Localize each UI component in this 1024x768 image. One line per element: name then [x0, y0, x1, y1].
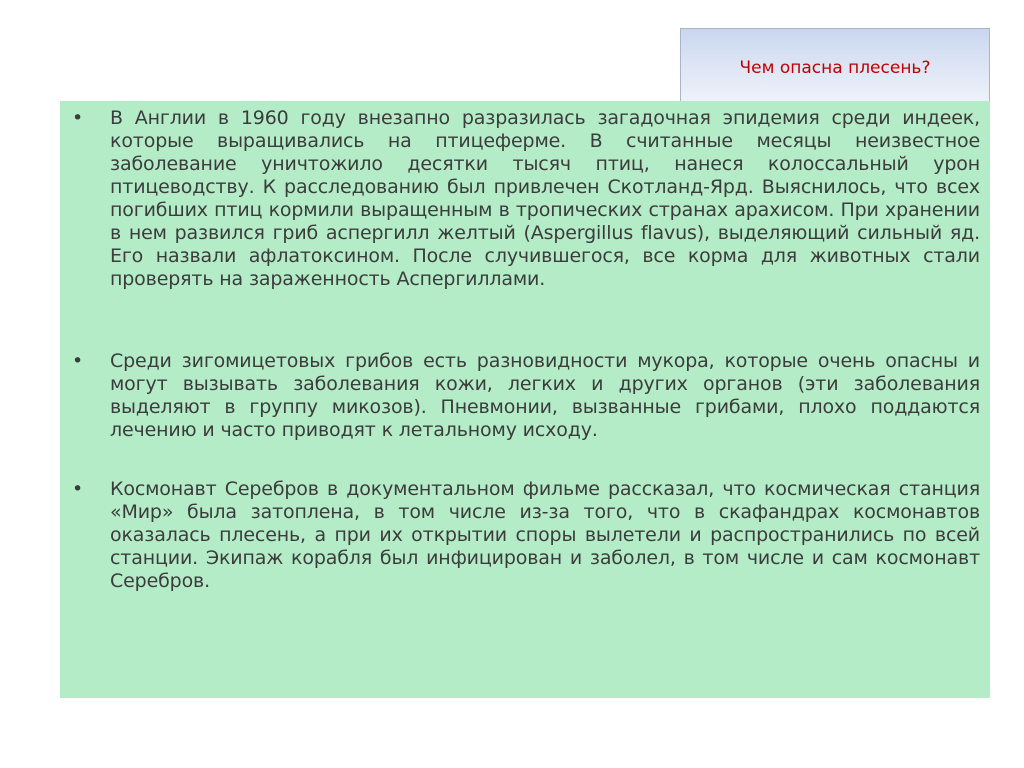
bullet-icon: • — [72, 107, 84, 129]
content-box — [60, 101, 990, 698]
paragraph-aflatoxin: В Англии в 1960 году внезапно разразилась загадочная эпидемия среди индеек, которые выращивались на птицеферме. В считанные месяцы неизвестное заболевание уничтожило десятки тысяч птиц, нанеся колоссальный урон птицеводству. К расследованию был привлечен Скотланд-Ярд. Выяснилось, что всех погибших птиц кормили выращенным в тропических странах арахисом. При хранении в нем развился гриб аспергилл желтый (Aspergillus flavus), выделяющий сильный яд. Его назвали афлатоксином. После случившегося, все корма для животных стали проверять на зараженность Аспергиллами. — [110, 107, 980, 290]
title-box — [680, 28, 990, 102]
bullet-icon: • — [72, 350, 84, 372]
paragraph-mir-station: Космонавт Серебров в документальном фильме рассказал, что космическая станция «Мир» была затоплена, в том числе из-за того, что в скафандрах космонавтов оказалась плесень, а при их открытии споры вылетели и распространились по всей станции. Экипаж корабля был инфицирован и заболел, в том числе и сам космонавт Серебров. — [110, 478, 980, 592]
paragraph-mucor: Среди зигомицетовых грибов есть разновидности мукора, которые очень опасны и могут вызывать заболевания кожи, легких и других органов (эти заболевания выделяют в группу микозов). Пневмонии, вызванные грибами, плохо поддаются лечению и часто приводят к летальному исходу. — [110, 350, 980, 441]
bullet-icon: • — [72, 478, 84, 500]
slide-title: Чем опасна плесень? — [739, 57, 931, 78]
